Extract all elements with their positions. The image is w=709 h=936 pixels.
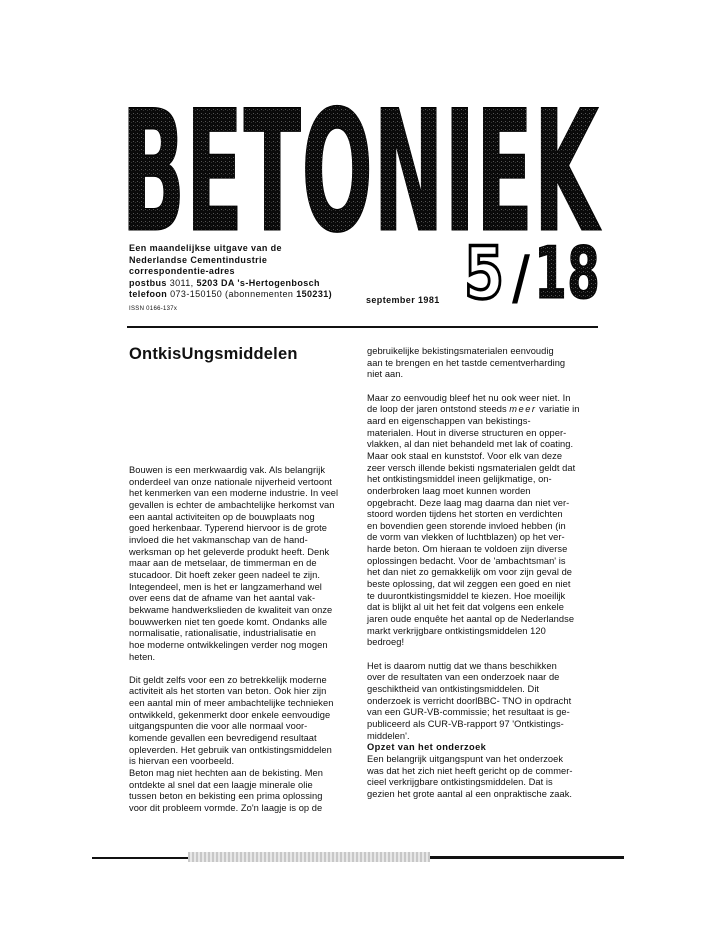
text-line: gebruikelijke bekistingsmaterialen eenvoudig [367,346,554,356]
issue-volume: 18 [534,231,600,315]
issue-number-graphic [462,231,602,315]
text-line: uitgangspunten die voor alle normaal voor- [129,721,308,732]
text-line: geschiktheid van ontkistingsmiddelen. Dit [367,684,540,694]
paragraph-gap [367,381,579,393]
text-line: en bovendien geen storende invloed hebben (in [367,520,566,531]
text-line: het ontkistingsmiddel ineen gelijkmatige, on- [367,474,552,485]
text-line: Bouwen is een merkwaardig vak. Als belangrijk [129,465,326,475]
text-line: van een GUR-VB-commissie; het resultaat is ge- [367,707,570,718]
text-line: komende gevallen een bevredigend resultaat [129,733,317,744]
issue-number [462,231,602,315]
text-line: jaren oude enquête het aantal op de Nederlandse [367,614,575,625]
postbus-value: 3011, [169,277,194,288]
text-line: opleverden. Het gebruik van ontkistingsmiddelen [129,744,332,755]
abonnementen-number: 150231) [296,289,333,300]
text-line: een aantal activiteiten op de bouwplaats nog [129,511,315,522]
text-line: aard en eigenschappen van bekistings- [367,415,531,426]
emphasis-word: meer [509,404,537,415]
text-line: dat is blijkt al uit het feit dat volgens een enkele [367,602,564,613]
text-line: onderzoek is verricht doorlBBC- TNO in opdracht [367,695,572,706]
text-line: over de resultaten van een onderzoek naar de [367,672,560,683]
footer-rule-left [92,857,188,859]
article-title: OntkisUngsmiddelen [129,345,298,363]
issue-number-value: 5 [464,231,504,315]
text-line: Maar ook staal en kunststof. Voor elk van deze [367,450,563,461]
text-line: cieel verkrijgbare ontkistingsmiddelen. Dat is [367,777,553,788]
text-line: te duurontkistingsmiddel te kiezen. Hoe moeilijk [367,590,566,601]
text-line: Het is daarom nuttig dat we thans beschikken [367,660,557,671]
text-line: bouwwerken niet ten goede komt. Ondanks alle [129,616,328,627]
text-line: opgebracht. Deze laag mag daarna dan niet ver- [367,497,570,508]
text-line: beste oplossing, dat wil zeggen een goed en niet [367,579,571,590]
text-line: normalisatie, rationalisatie, industrialisatie en [129,628,316,639]
text-line: Beton mag niet hechten aan de bekisting. Men [129,768,323,779]
text-line: gevallen is echter de ambachtelijke herkomst van [129,499,335,510]
issue-separator: / [512,243,531,313]
text-line: onderdeel van onze nationale nijverheid vertoont [129,476,332,487]
right-column-body-b [367,754,579,801]
text-line: een aantal min of meer ambachtelijke technieken [129,698,334,709]
postbus-label: postbus [129,277,167,288]
text-line: Maar zo eenvoudig bleef het nu ook weer niet. In [367,392,571,403]
issn: ISSN 0166-137x [129,305,178,312]
text-line: vlakken, al dan niet behandeld met lak of coating. [367,439,574,450]
publisher-line-1: Een maandelijkse uitgave van de [129,243,282,253]
text-line: materialen. Hout in diverse structuren en opper- [367,427,567,438]
text-line: markt verkrijgbare ontkistingsmiddelen 120 [367,625,546,636]
text-line: Integendeel, men is het er langzamerhand wel [129,581,322,592]
text-line: was dat het zich niet heeft gericht op de commer- [367,765,573,776]
text-line: heten. [129,651,156,662]
text-line: oplossingen bedacht. Voor de 'ambachtsman' is [367,555,566,566]
text-line: goed herkenbaar. Typerend hiervoor is de grote [129,523,328,534]
left-column [129,465,338,815]
text-line: aan te brengen en het tastde cementverharding [367,357,566,368]
text-line: het kenmerken van een moderne industrie. In veel [129,488,339,499]
text-line: het dan niet zo gemakkelijk om voor zijn geval de [367,567,573,578]
right-column-body-a [367,346,579,742]
text-line: werksman op het geleverde produkt heeft. Denk [129,546,330,557]
text-line: onderbroken laag moet kunnen worden [367,485,531,496]
text-line: zeer versch illende bekisti ngsmaterialen geldt dat [367,462,576,473]
publisher-line-3: correspondentie-adres [129,266,235,277]
text-line: is hiervan een voorbeeld. [129,756,235,767]
text-line: publiceerd als CUR-VB-rapport 97 'Ontkistings- [367,718,564,729]
text-line: invloed die het vakmanschap van de hand- [129,534,308,545]
text-segment: variatie in [536,404,580,415]
right-column [367,346,579,801]
text-line: harde beton. Om hieraan te voldoen zijn diverse [367,544,568,555]
text-line: bekwame handwerkslieden de kwaliteit van onze [129,604,333,615]
text-line: stucadoor. Dit hoeft zeker geen nadeel te zijn. [129,569,320,580]
text-line: stoord worden tijdens het storten en verdichten [367,509,563,520]
text-line: niet aan. [367,369,404,380]
text-segment: de loop der jaren ontstond steeds [367,404,510,415]
text-line: ontwikkeld, gekenmerkt door enkele eenvoudige [129,709,331,720]
header-divider [127,326,598,328]
telefoon-value: 073-150150 (abonnementen [170,289,294,300]
paragraph-gap [129,663,338,675]
text-line: Een belangrijk uitgangspunt van het onderzoek [367,753,564,764]
text-line: maar aan de metselaar, de timmerman en de [129,558,317,569]
text-line: activiteit als het storten van beton. Ook hier zijn [129,686,327,697]
text-line: voor dit probleem vormde. Zo'n laagje is op de [129,803,323,814]
masthead-title: BETONIEK [121,74,602,270]
publisher-line-2: Nederlandse Cementindustrie [129,254,268,265]
issue-date: september 1981 [366,295,440,305]
text-line: de vorm van vlekken of luchtblazen) op het ver- [367,532,565,543]
telefoon-label: telefoon [129,289,168,300]
postbus-address: 5203 DA 's-Hertogenbosch [196,277,320,288]
text-line [367,404,579,416]
text-line: hoe moderne ontwikkelingen verder nog mogen [129,639,328,650]
text-line: bedroeg! [367,637,405,648]
footer-rule-right [430,856,624,859]
text-line: ontdekte al snel dat een laagje minerale olie [129,779,313,790]
text-line: tussen beton en bekisting een prima oplossing [129,791,323,802]
text-line: middelen'. [367,730,410,741]
text-line: Dit geldt zelfs voor een zo betrekkelijk moderne [129,674,327,685]
footer-scan-band [188,852,430,862]
text-line: over eens dat de afname van het aantal vak- [129,593,316,604]
paragraph-gap [367,649,579,661]
subheading: Opzet van het onderzoek [367,742,487,753]
text-line: gezien het grote aantal al een onpraktische zaak. [367,788,573,799]
